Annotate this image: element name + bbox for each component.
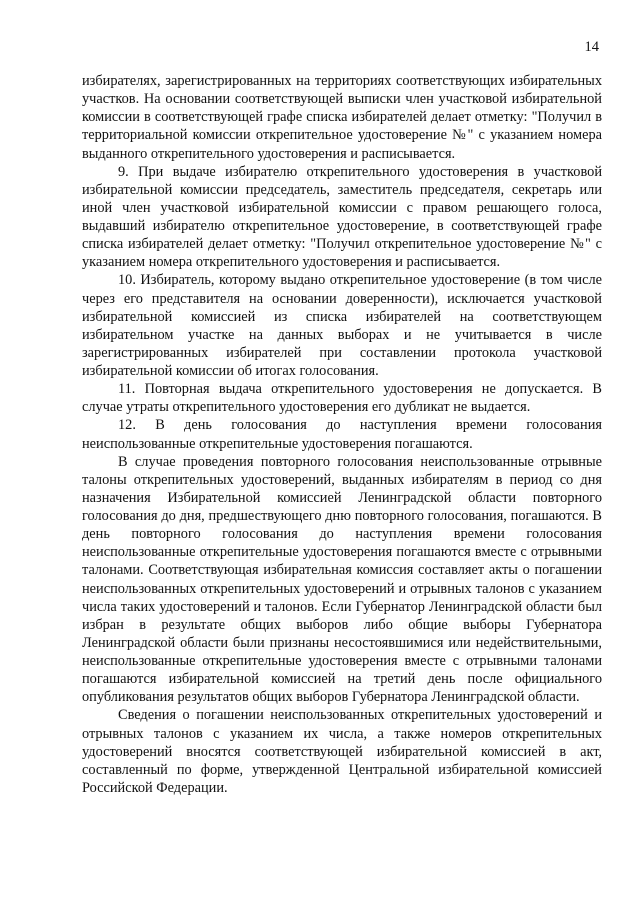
page-number: 14 [584, 39, 599, 55]
document-body [82, 72, 602, 797]
paragraph-continuation: избирателях, зарегистрированных на территориях соответствующих избирательных участков. На основании соответствующей выписки член участковой избирательной комиссии в соответствующей графе списка избирателей делает отметку: "Получил в территориальной комиссии открепительное удостоверение №" с указанием номера выданного открепительного удостоверения и расписывается. [82, 73, 602, 162]
paragraph-item-9: 9. При выдаче избирателю открепительного удостоверения в участковой избирательной комиссии председатель, заместитель председателя, секретарь или иной член участковой избирательной комиссии с правом решающего голоса, выдавший избирателю открепительное удостоверение, в соответствующей графе списка избирателей делает отметку: "Получил открепительное удостоверение №" с указанием номера открепительного удостоверения и расписывается. [82, 163, 602, 271]
paragraph-cancellation-info: Сведения о погашении неиспользованных открепительных удостоверений и отрывных талонов с указанием их числа, а также номеров открепительных удостоверений вносятся соответствующей избирательной комиссией в акт, составленный по форме, утвержденной Центральной избирательной комиссией Российской Федерации. [82, 707, 602, 796]
paragraph-item-11: 11. Повторная выдача открепительного удостоверения не допускается. В случае утраты открепительного удостоверения его дубликат не выдается. [82, 381, 602, 416]
paragraph-item-12: 12. В день голосования до наступления времени голосования неиспользованные открепительные удостоверения погашаются. [82, 417, 602, 452]
paragraph-repeat-voting: В случае проведения повторного голосования неиспользованные отрывные талоны открепительных удостоверений, выданных избирателям в период со дня назначения Избирательной комиссией Ленинградской области повторного голосования до дня, предшествующего дню повторного голосования, погашаются. В день повторного голосования до наступления времени голосования неиспользованные открепительные удостоверения погашаются вместе с отрывными талонами. Соответствующая избирательная комиссия составляет акты о погашении неиспользованных открепительных удостоверений и отрывных талонов с указанием числа таких удостоверений и талонов. Если Губернатор Ленинградской области был избран в результате общих выборов либо общие выборы Губернатора Ленинградской области были признаны несостоявшимися или недействительными, неиспользованные открепительные удостоверения вместе с отрывными талонами погашаются избирательной комиссией на третий день после официального опубликования результатов общих выборов Губернатора Ленинградской области. [82, 453, 602, 706]
paragraph-item-10: 10. Избиратель, которому выдано открепительное удостоверение (в том числе через его представителя на основании доверенности), исключается участковой избирательной комиссией из списка избирателей на соответствующем избирательном участке на данных выборах и не учитывается в числе зарегистрированных избирателей при составлении протокола участковой избирательной комиссии об итогах голосования. [82, 272, 602, 379]
